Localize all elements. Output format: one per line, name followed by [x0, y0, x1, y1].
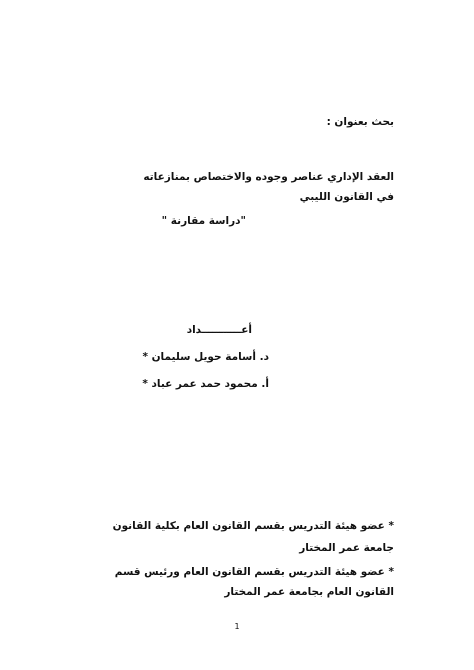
footnote-2-line-2: القانون العام بجامعة عمر المختار [224, 586, 394, 598]
research-heading-label: بحث بعنوان : [326, 116, 394, 128]
page-number: 1 [234, 622, 240, 631]
research-title-line-1: العقد الإداري عناصر وجوده والاختصاص بمنازعاته [143, 171, 394, 183]
footnote-1-line-2: جامعة عمر المختار [299, 542, 394, 554]
author-2: أ. محمود حمد عمر عباد * [142, 378, 269, 390]
research-title-line-2: في القانون الليبي [299, 191, 394, 203]
footnote-2-line-1: * عضو هيئة التدريس بقسم القانون العام ورئيس قسم [114, 566, 394, 578]
research-subtitle: "دراسة مقارنة " [161, 215, 246, 227]
author-1: د. أسامة حويل سليمان * [142, 351, 269, 363]
footnote-1-line-1: * عضو هيئة التدريس بقسم القانون العام بكلية القانون [112, 520, 394, 532]
prepared-by-label: أعـــــــــــداد [186, 324, 252, 336]
